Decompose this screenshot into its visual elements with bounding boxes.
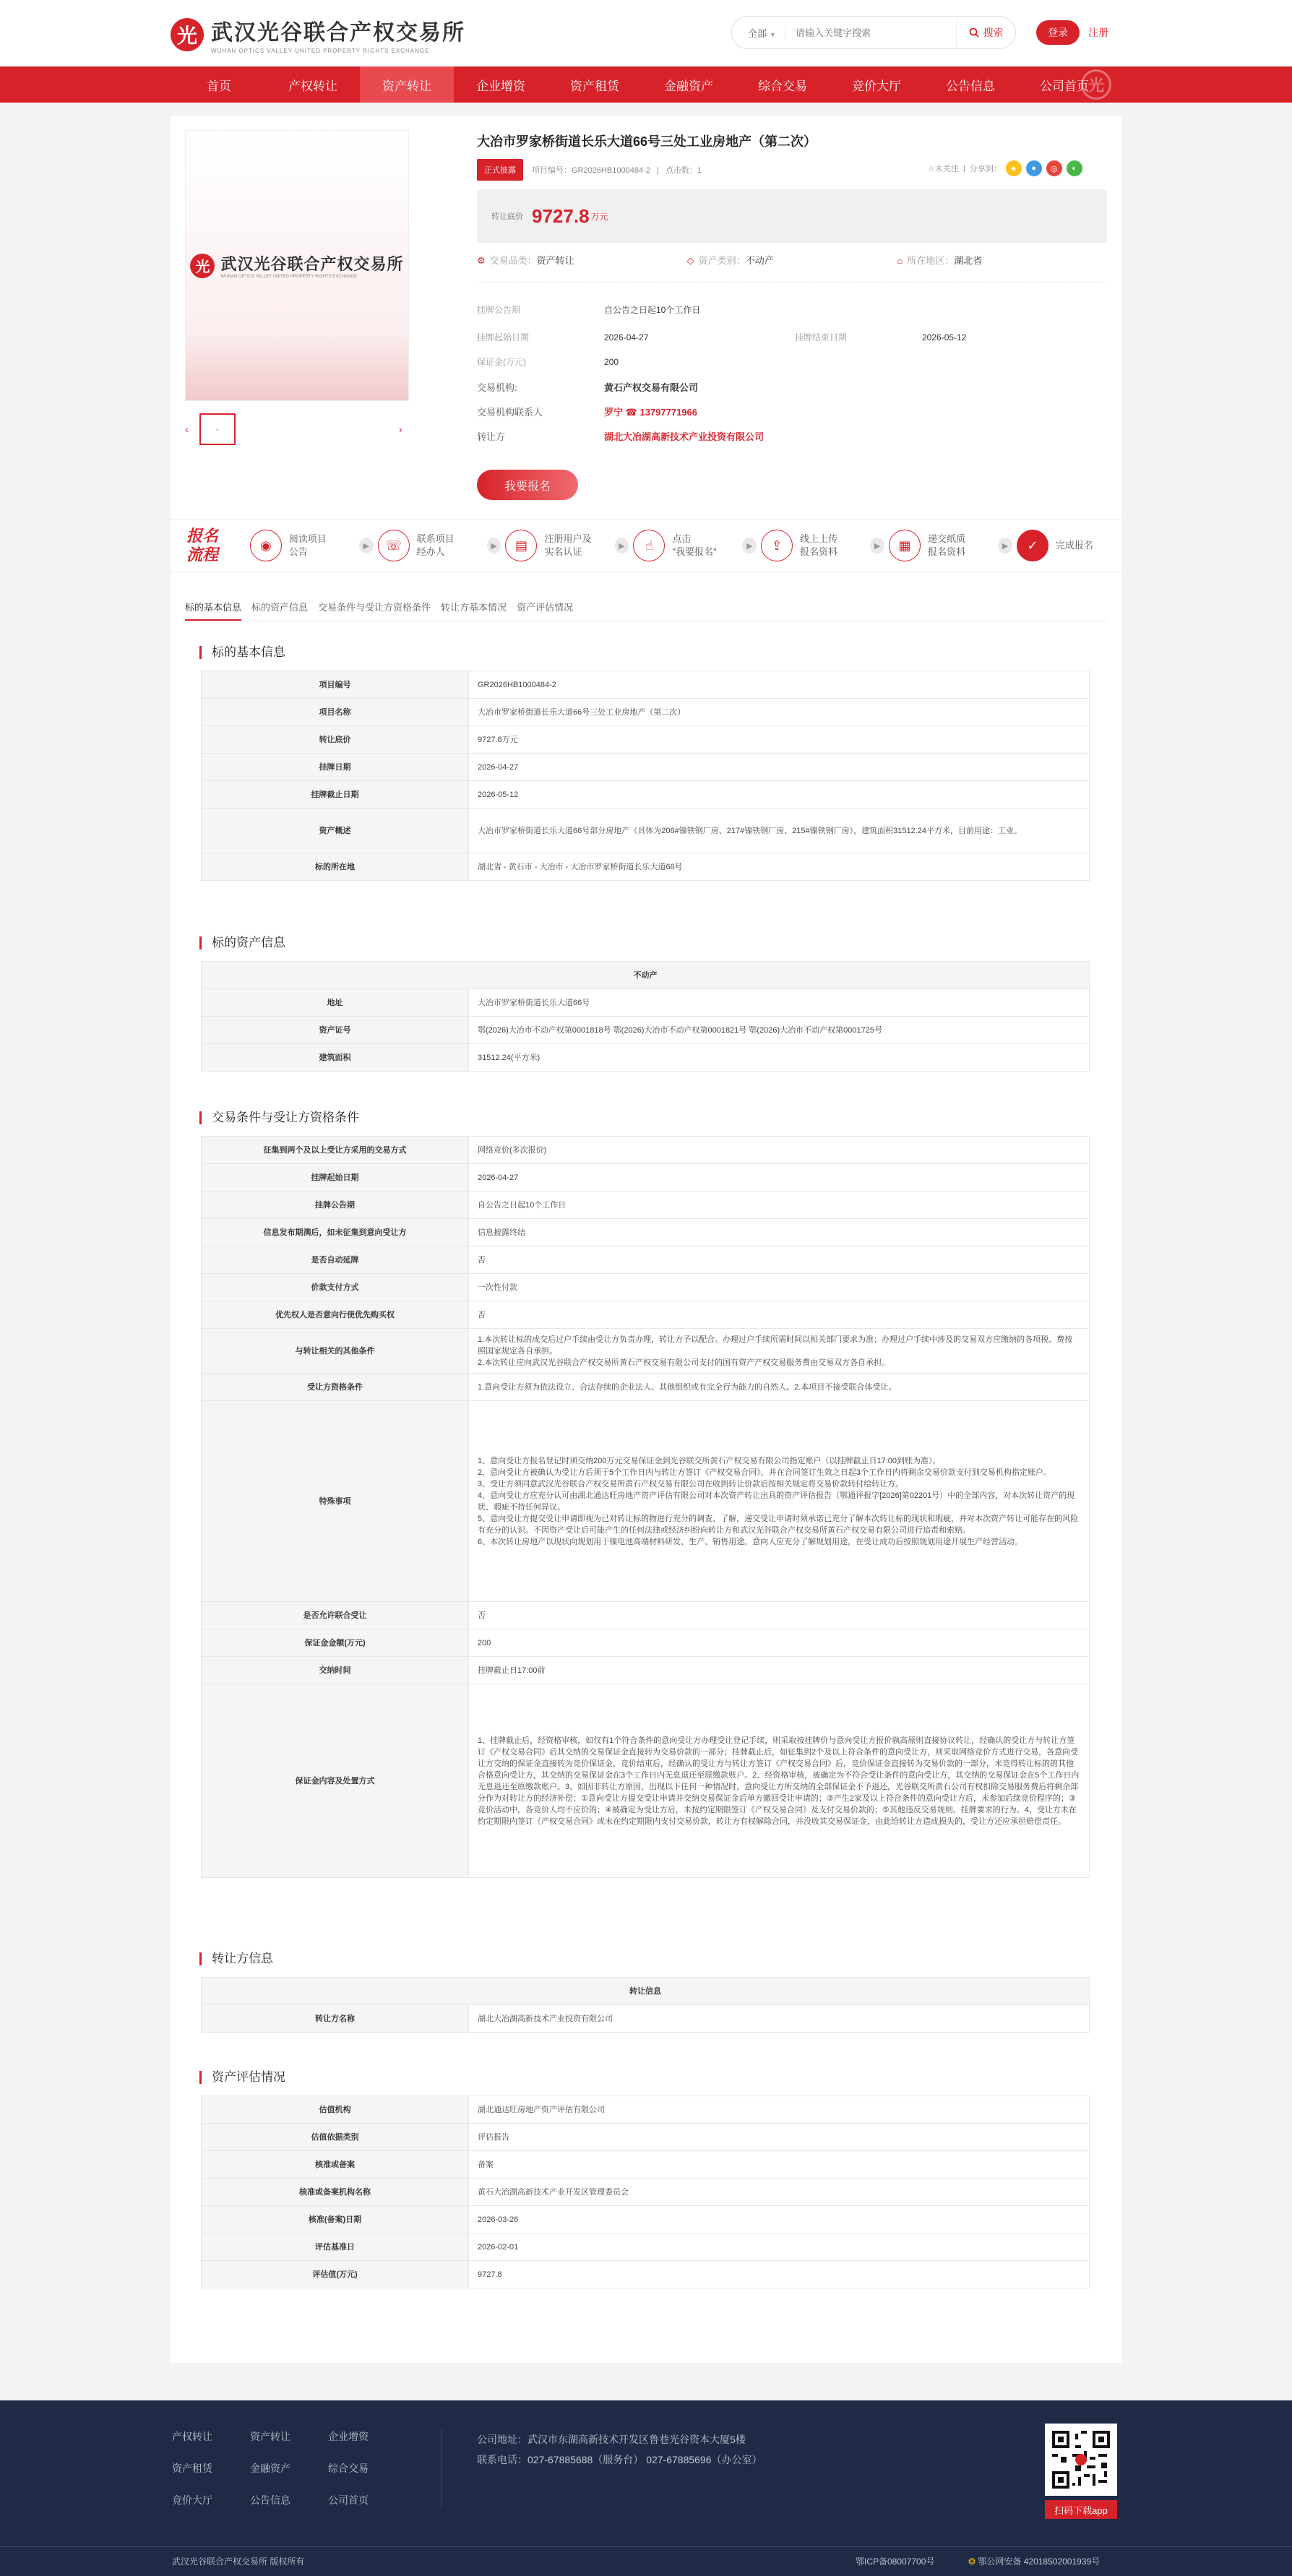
start-value: 2026-04-27 [604,332,649,343]
tab-trade-conditions[interactable]: 交易条件与受让方资格条件 [318,602,431,613]
row-label: 是否允许联合受让 [202,1602,469,1629]
police-record[interactable] [968,2555,1100,2567]
id-card-icon: ▤ [505,530,537,561]
deposit-value: 200 [604,357,619,367]
tab-asset-info[interactable]: 标的资产信息 [251,602,309,613]
star-icon: ☆ [928,165,935,173]
table-group-header: 转让信息 [202,1978,1090,2005]
register-button[interactable]: 注册 [1088,27,1108,38]
click-count: 1 [697,166,702,175]
status-badge: 正式披露 [477,159,523,181]
row-label: 保证金金额(万元) [202,1629,469,1657]
row-value: 9727.8 [469,2261,1090,2288]
row-label: 地址 [202,989,469,1017]
row-value: 备案 [469,2151,1090,2179]
listing-start [477,331,648,343]
table-row [202,781,1090,809]
table-row [202,1274,1090,1301]
main-nav [0,66,1292,103]
row-label: 标的所在地 [202,853,469,881]
table-row [202,1684,1090,1878]
apply-button[interactable]: 我要报名 [477,470,578,500]
row-label: 信息发布期满后，如未征集到意向受让方 [202,1219,469,1246]
table-row [202,726,1090,754]
row-value: 否 [469,1301,1090,1329]
detail-tabs [185,600,573,621]
row-label: 保证金内容及处置方式 [202,1684,469,1878]
table-row [202,754,1090,781]
price-box [477,189,1107,243]
step-6-line-2: 报名资料 [928,546,966,557]
basic-info-table [201,671,1090,881]
row-value: 一次性付款 [469,1274,1090,1301]
qr-code-icon [1049,2428,1113,2491]
location-icon: ⌂ [897,255,903,266]
nav-watermark-icon: 光 [1081,69,1111,100]
row-value: 1.意向受让方须为依法设立、合法存续的企业法人、其他组织或有完全行为能力的自然人。2.本项目不接受联合体受让。 [469,1374,1090,1401]
trade-conditions-table [201,1136,1090,1878]
share-bar: ☆未关注 | 分享到： ★ ● ◎ ◐ [928,160,1082,176]
table-row [202,2233,1090,2261]
logo-text [211,14,465,54]
search-scope-select[interactable] [732,26,785,40]
row-label: 征集到两个及以上受让方采用的交易方式 [202,1137,469,1164]
document-icon: ▦ [889,530,921,561]
flow-step-apply [633,530,738,561]
project-meta: 项目编号：GR2026HB1000484-2 | 点击数：1 [532,166,702,175]
tab-seller-info[interactable]: 转让方基本情况 [441,602,507,613]
row-value: 2026-02-01 [469,2233,1090,2261]
row-value: 2026-04-27 [469,1164,1090,1192]
table-row [202,1301,1090,1329]
trade-agency [477,380,698,394]
row-value: 1、意向受让方报名登记时须交纳200万元交易保证金到光谷联交所黄石产权交易有限公司指定账户（以挂牌截止日17:00到账为准）。 2、意向受让方被确认为受让方后须于5个工作日内与转让方签订《产权交易合同》，并在合同签订生效之日起3个工作日内将剩余交易价款支付到交易机构指定账户。 3、受让方须同意武汉光谷联合产权交易所黄石产权交易有限公司在收到转让价款后按相关规定将交易价款转付给转让方。 4、意向受让方应充分认可由湖北通达旺房地产资产评估有限公司对本次资产转让出具的资产评估报告（鄂通评报字[2026]第02201号）中的全部内容，对本次转让资产的现状、瑕疵不持任何异议。 5、意向受让方提交受让申请即视为已对转让标的物进行充分的调查、了解，递交受让申请时须承诺已充分了解本次转让标的现状和瑕疵，并对本次资产转让可能存在的风险有充分的认识。不因资产受让后可能产生的任何法律或经济纠纷向转让方和武汉光谷联合产权交易所黄石产权交易有限公司进行追责和索赔。 6、本次转让房地产以现状向规划用于镍电池高端材料研发、生产、销售用途。意向人应充分了解规划用途，在受让成功后按照规划用途开展生产经营活动。 [469,1401,1090,1602]
logo-mark-icon: 光 [171,18,204,51]
footer-link[interactable]: 公司首页 [328,2494,369,2506]
qq-share-icon[interactable]: ● [1026,160,1042,176]
wechat-share-icon[interactable]: ◐ [1067,160,1082,176]
row-value: 评估报告 [469,2124,1090,2151]
tab-basic-info[interactable]: 标的基本信息 [185,600,241,621]
asset-info-table [201,961,1090,1072]
address-label: 公司地址： [477,2434,527,2445]
nav-company-home[interactable]: 公司首页 [1040,79,1089,93]
app-download-label[interactable]: 扫码下载app [1045,2500,1117,2519]
step-7-line-1: 完成报名 [1055,540,1093,551]
row-label: 挂牌起始日期 [202,1164,469,1192]
price-unit: 万元 [590,211,608,222]
row-value: 大冶市罗家桥街道长乐大道66号三处工业房地产（第二次） [469,699,1090,726]
row-label: 挂牌日期 [202,754,469,781]
row-value: 鄂(2026)大冶市不动产权第0001818号 鄂(2026)大冶市不动产权第0001821号 鄂(2026)大冶市不动产权第0001725号 [469,1017,1090,1044]
gallery-logo-icon: 光 [190,254,215,278]
step-4-line-1: 点击 [672,533,692,544]
category-icon: ⚙ [477,255,486,266]
step-1-line-1: 阅读项目 [288,533,327,544]
row-label: 挂牌公告期 [202,1192,469,1219]
follow-button[interactable] [928,163,959,174]
row-label: 估值机构 [202,2096,469,2124]
table-row [202,1164,1090,1192]
price-value: 9727.8 [532,204,590,227]
flow-step-upload [761,530,866,561]
upload-icon: ⇪ [761,530,793,561]
end-label: 挂牌结束日期 [795,332,848,343]
contact-name: 罗宁 [604,407,624,418]
asset-type-value: 不动产 [745,255,774,266]
phone-icon: ☏ [378,530,410,561]
row-value: 否 [469,1246,1090,1274]
row-label: 核准(备案)日期 [202,2206,469,2233]
period-label: 挂牌公告期 [477,305,521,315]
site-logo[interactable] [171,14,465,54]
tab-appraisal[interactable]: 资产评估情况 [517,602,574,613]
logo-en: WUHAN OPTICS VALLEY UNITED PROPERTY RIGHTS EXCHANGE [211,48,430,54]
category-value: 资产转让 [536,255,574,266]
app-qr-code [1045,2424,1117,2496]
section-title: 转让方信息 [199,1952,273,1965]
row-value: 自公告之日起10个工作日 [469,1192,1090,1219]
table-row [202,2005,1090,2033]
row-label: 转让方名称 [202,2005,469,2033]
project-title: 大冶市罗家桥街道长乐大道66号三处工业房地产（第二次） [477,134,817,149]
flow-step-submit [889,530,994,561]
table-header-row [202,1978,1090,2005]
agency-value: 黄石产权交易有限公司 [604,382,699,393]
row-label: 核准或备案机构名称 [202,2179,469,2206]
registration-flow [171,519,1121,572]
nav-asset-lease[interactable]: 资产租赁 [570,79,619,93]
eye-icon: ◉ [250,530,282,561]
step-2-line-1: 联系项目 [416,533,455,544]
footer-link[interactable]: 资产租赁 [172,2463,212,2474]
region-value: 湖北省 [954,255,983,266]
thumb-prev-icon[interactable]: ‹ [185,423,189,435]
row-value: 1.本次转让标的成交后过户手续由受让方负责办理，转让方予以配合。办理过户手续所需时间以相关部门要求为准；办理过户手续中涉及的交易双方应缴纳的各项税、费按照国家规定各自承担。 2.本次转让应向武汉光谷联合产权交易所黄石产权交易有限公司支付的国有资产产权交易服务费由交易双方各自承担。 [469,1329,1090,1374]
search-bar [731,16,1016,49]
nav-announcements[interactable]: 公告信息 [946,79,995,93]
flow-arrow-icon: ▶ [870,538,884,553]
row-label: 项目编号 [202,671,469,699]
icp-number[interactable]: 鄂ICP备08007700号 [856,2556,935,2567]
table-row [202,1246,1090,1274]
footer-contact [477,2429,762,2470]
step-6-line-1: 递交纸质 [928,533,966,544]
row-value: 9727.8万元 [469,726,1090,754]
footer-links [172,2429,406,2507]
table-row [202,699,1090,726]
asset-type-icon: ◇ [686,255,694,266]
appraisal-table [201,2095,1090,2288]
phone-icon: ☎ [625,407,637,418]
step-5-line-2: 报名资料 [800,546,838,557]
gallery-cn: 武汉光谷联合产权交易所 [220,255,404,273]
step-4-line-2: "我要报名" [672,546,717,557]
table-row [202,1137,1090,1164]
footer-link[interactable]: 产权转让 [172,2431,212,2442]
weibo-share-icon[interactable]: ◎ [1046,160,1062,176]
row-label: 优先权人是否意向行使优先购买权 [202,1301,469,1329]
project-code: GR2026HB1000484-2 [572,166,650,175]
attr-asset-type [687,253,897,267]
section-title: 标的基本信息 [199,646,285,659]
row-label: 挂牌截止日期 [202,781,469,809]
footer-link[interactable]: 竞价大厅 [172,2494,212,2506]
row-label: 评估值(万元) [202,2261,469,2288]
row-label: 资产证号 [202,1017,469,1044]
footer-link[interactable]: 金融资产 [250,2463,290,2474]
region-label: 所在地区： [907,255,955,266]
row-label: 项目名称 [202,699,469,726]
agency-label: 交易机构: [477,382,517,393]
flow-arrow-icon: ▶ [359,538,374,553]
row-label: 是否自动延牌 [202,1246,469,1274]
login-button[interactable]: 登录 [1036,20,1080,45]
search-input[interactable] [785,27,956,38]
flow-step-read [250,530,355,561]
flow-arrow-icon: ▶ [742,538,757,553]
start-label: 挂牌起始日期 [477,332,530,343]
table-row [202,2261,1090,2288]
row-label: 交纳时间 [202,1657,469,1684]
table-row [202,809,1090,853]
footer-bottom-divider [0,2546,1292,2547]
thumbnail[interactable]: ▪▪▪ [199,413,236,445]
thumb-next-icon[interactable]: › [399,423,402,435]
table-row [202,1401,1090,1602]
listing-end [795,331,966,343]
table-row [202,2096,1090,2124]
phone-value: 027-67885688（服务台） 027-67885696（办公室） [527,2454,762,2465]
nav-capital-increase[interactable]: 企业增资 [476,79,525,93]
table-row [202,1044,1090,1072]
qzone-share-icon[interactable]: ★ [1006,160,1022,176]
agency-contact [477,405,697,418]
flow-arrow-icon: ▶ [998,538,1012,553]
logo-cn: 武汉光谷联合产权交易所 [211,21,465,45]
project-image[interactable] [185,130,409,401]
end-value: 2026-05-12 [922,332,967,343]
site-footer [0,2400,1292,2576]
row-value: 1、挂牌截止后，经资格审核，如仅有1个符合条件的意向受让方办理受让登记手续，则采取按挂牌价与意向受让方报价孰高原则直接协议转让，经确认的受让方与转让方签订《产权交易合同》后其交纳的交易保证金直接转为交易价款的一部分；挂牌截止后，如征集到2个及以上符合条件的意向受让方，则采取网络竞价方式进行交易，各意向受让方交纳的保证金直接转为竞价保证金，竞价结束后，经确认的受让方与转让方签订《产权交易合同》后，竞价保证金直接转为交易价款的一部分，未竞得转让标的的其他合格意向受让方，其交纳的交易保证金在3个工作日内无息退还至原缴款账户。2、经资格审核，被确定为不符合受让条件的意向受让方，其交纳的交易保证金在5个工作日内无息退还至原缴款账户。3、如因非转让方原因，出现以下任何一种情况时，意向受让方所交纳的全部保证金不予退还，光谷联交所黄石公司有权扣除交易服务费后将剩余部分作为对转让方的经济补偿：①意向受让方提交受让申请并交纳交易保证金后单方撤回受让申请的；②产生2家及以上符合条件的意向受让方后，未参加后续竞价程序的；③竞价活动中，各竞价人均不应价的；④被确定为受让方后，未按约定期限签订《产权交易合同》及支付交易价款的；⑤其他违反交易规则、挂牌要求的行为。4、受让方未在约定期限内签订《产权交易合同》或未在约定期限内支付交易价款，转让方有权解除合同，并没收其交易保证金，由此给转让方造成损失的，受让方还应承担赔偿责任。 [469,1684,1090,1878]
nav-financial-assets[interactable]: 金融资产 [664,79,713,93]
nav-bidding-hall[interactable]: 竞价大厅 [852,79,901,93]
contact-label: 交易机构联系人 [477,407,543,418]
table-row [202,2179,1090,2206]
search-button[interactable] [956,16,1015,49]
auth-area [1036,20,1117,45]
seller-label: 转让方 [477,431,506,442]
divider [477,282,1107,283]
nav-equity-transfer[interactable]: 产权转让 [288,79,337,93]
step-3-line-2: 实名认证 [544,546,582,557]
table-row [202,1629,1090,1657]
copyright: 武汉光谷联合产权交易所 版权所有 [172,2556,305,2567]
nav-home[interactable]: 首页 [207,79,231,93]
flow-title-1: 报名 [186,527,219,545]
row-label: 价款支付方式 [202,1274,469,1301]
price-label: 转让底价 [491,212,523,221]
footer-divider [441,2429,442,2509]
table-row [202,1192,1090,1219]
nav-asset-transfer[interactable]: 资产转让 [360,66,454,103]
period-value: 自公告之日起10个工作日 [604,305,701,315]
footer-link[interactable]: 企业增资 [328,2431,369,2442]
flow-step-register [505,530,610,561]
gallery-logo-text [220,252,403,279]
chevron-down-icon: ▼ [770,30,776,38]
nav-comprehensive[interactable]: 综合交易 [758,79,807,93]
hand-click-icon: ☝ [633,530,665,561]
row-value: 湖北大冶湖高新技术产业投资有限公司 [469,2005,1090,2033]
step-5-line-1: 线上上传 [800,533,838,544]
table-row [202,1219,1090,1246]
row-value: 黄石大冶湖高新技术产业开发区管理委员会 [469,2179,1090,2206]
detail-panel [171,116,1121,2363]
flow-arrow-icon: ▶ [487,538,501,553]
police-record-text: 鄂公网安备 42018502001939号 [978,2556,1101,2567]
table-row [202,1329,1090,1374]
footer-link[interactable]: 综合交易 [328,2463,369,2474]
table-row [202,853,1090,881]
phone-label: 联系电话： [477,2454,527,2465]
seller-value[interactable]: 湖北大冶湖高新技术产业投资有限公司 [604,431,765,442]
deposit [477,356,619,368]
row-label: 特殊事项 [202,1401,469,1602]
row-value: 200 [469,1629,1090,1657]
row-value: 挂牌截止日17:00前 [469,1657,1090,1684]
contact-phone[interactable]: 13797771966 [639,407,697,418]
table-row [202,671,1090,699]
row-label: 估值依据类别 [202,2124,469,2151]
listing-period [477,303,700,316]
row-label: 转让底价 [202,726,469,754]
asset-type-label: 资产类别： [698,255,746,266]
row-value: GR2026HB1000484-2 [469,671,1090,699]
row-value: 2026-04-27 [469,754,1090,781]
footer-link[interactable]: 公告信息 [250,2494,290,2506]
row-label: 与转让相关的其他条件 [202,1329,469,1374]
row-value: 2026-05-12 [469,781,1090,809]
section-title: 交易条件与受让方资格条件 [199,1111,359,1124]
attr-region [897,253,1107,267]
step-3-line-1: 注册用户及 [544,533,592,544]
row-value: 31512.24(平方米) [469,1044,1090,1072]
row-label: 评估基准日 [202,2233,469,2261]
check-icon: ✓ [1017,530,1048,561]
project-attributes [477,253,1107,267]
row-value: 大冶市罗家桥街道长乐大道66号部分房地产（具体为206#镍铁钢厂房、217#镍铁钢厂房、215#镍铁钢厂房），建筑面积31512.24平方米，目前用途：工业。 [469,809,1090,853]
gallery-en: WUHAN OPTICS VALLEY UNITED PROPERTY RIGHTS EXCHANGE [220,275,358,279]
row-label: 资产概述 [202,809,469,853]
table-row [202,1602,1090,1629]
top-header [0,0,1292,66]
row-value: 信息披露终结 [469,1219,1090,1246]
flow-title [171,527,250,564]
table-row [202,2124,1090,2151]
flow-title-2: 流程 [186,546,219,564]
table-header-row [202,962,1090,989]
section-title: 标的资产信息 [199,936,285,949]
row-label: 核准或备案 [202,2151,469,2179]
share-label: 分享到： [969,165,1002,173]
seller [477,429,764,443]
row-value: 否 [469,1602,1090,1629]
row-label: 受让方资格条件 [202,1374,469,1401]
flow-step-done [1017,530,1121,561]
follow-label: 未关注 [934,165,959,173]
row-value: 网络竞价(多次报价) [469,1137,1090,1164]
table-group-header: 不动产 [202,962,1090,989]
section-title: 资产评估情况 [199,2071,285,2084]
row-value: 2026-03-26 [469,2206,1090,2233]
table-row [202,2206,1090,2233]
table-row [202,989,1090,1017]
footer-link[interactable]: 资产转让 [250,2431,290,2442]
table-row [202,1017,1090,1044]
table-row [202,1374,1090,1401]
police-badge-icon: ❂ [968,2556,976,2567]
flow-arrow-icon: ▶ [615,538,629,553]
search-scope-value: 全部 [748,27,767,39]
attr-category [477,253,687,267]
category-label: 交易品类： [489,255,537,266]
row-value: 湖北通达旺房地产资产评估有限公司 [469,2096,1090,2124]
step-2-line-2: 经办人 [416,546,445,557]
deposit-label: 保证金(万元) [477,357,526,367]
code-label: 项目编号： [532,166,572,175]
address-value: 武汉市东湖高新技术开发区鲁巷光谷资本大厦5楼 [527,2434,746,2445]
clicks-label: 点击数： [665,166,697,175]
seller-info-table [201,1977,1090,2033]
search-icon [969,27,979,38]
row-label: 建筑面积 [202,1044,469,1072]
row-value: 湖北省 - 黄石市 - 大冶市 - 大冶市罗家桥街道长乐大道66号 [469,853,1090,881]
step-1-line-2: 公告 [288,546,308,557]
row-value: 大冶市罗家桥街道长乐大道66号 [469,989,1090,1017]
thumbnail-strip [185,413,409,449]
flow-step-contact [378,530,483,561]
table-row [202,1657,1090,1684]
table-row [202,2151,1090,2179]
search-button-label: 搜索 [983,27,1004,38]
